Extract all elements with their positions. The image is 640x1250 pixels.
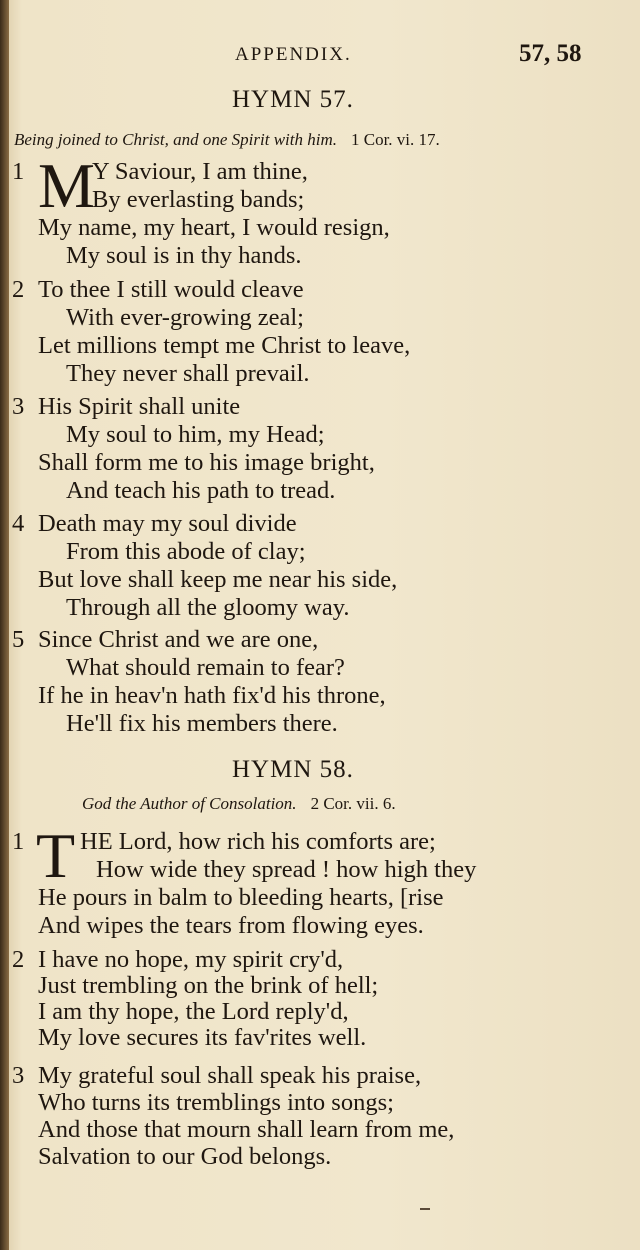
verse-line: Shall form me to his image bright,: [38, 449, 375, 476]
verse-number: 4: [12, 510, 25, 537]
drop-cap: T: [36, 820, 76, 891]
page-numbers: 57, 58: [519, 40, 582, 67]
verse-line: Death may my soul divide: [38, 510, 297, 537]
verse-line: My love secures its fav'rites well.: [38, 1024, 367, 1051]
verse-line: My soul to him, my Head;: [66, 421, 325, 448]
running-head: [0, 40, 640, 70]
verse-line: What should remain to fear?: [66, 654, 345, 681]
verse-number: 2: [12, 946, 25, 973]
verse-line: And teach his path to tread.: [66, 477, 336, 504]
printer-mark: [420, 1208, 430, 1210]
hymn-58-topic: God the Author of Consolation.: [82, 794, 297, 813]
verse-line: Through all the gloomy way.: [66, 594, 350, 621]
verse-line: Salvation to our God belongs.: [38, 1143, 332, 1170]
verse-line: From this abode of clay;: [66, 538, 306, 565]
verse-line: And wipes the tears from flowing eyes.: [38, 912, 424, 939]
verse-line: To thee I still would cleave: [38, 276, 304, 303]
verse-line: With ever-growing zeal;: [66, 304, 304, 331]
verse-line: They never shall prevail.: [66, 360, 310, 387]
drop-cap: M: [38, 150, 95, 221]
verse-line: I have no hope, my spirit cry'd,: [38, 946, 344, 973]
verse-line: My grateful soul shall speak his praise,: [38, 1062, 422, 1089]
verse-number: 3: [12, 393, 25, 420]
verse-line: Since Christ and we are one,: [38, 626, 319, 653]
hymn-57-title: HYMN 57.: [232, 86, 354, 113]
verse-line: My name, my heart, I would resign,: [38, 214, 390, 241]
hymn-58-reference: 2 Cor. vii. 6.: [310, 794, 396, 813]
hymn-57-reference: 1 Cor. vi. 17.: [351, 130, 440, 149]
verse-line: He pours in balm to bleeding hearts, [rise: [38, 884, 444, 911]
verse-number: 3: [12, 1062, 25, 1089]
verse-line: If he in heav'n hath fix'd his throne,: [38, 682, 386, 709]
verse-line: But love shall keep me near his side,: [38, 566, 398, 593]
verse-line: By everlasting bands;: [92, 186, 305, 213]
hymn-57-topic: Being joined to Christ, and one Spirit with him.: [14, 130, 337, 149]
verse-line: HE Lord, how rich his comforts are;: [80, 828, 436, 855]
hymn-58-subtitle: [82, 794, 396, 814]
verse-line: I am thy hope, the Lord reply'd,: [38, 998, 349, 1025]
verse-number: 1: [12, 828, 25, 855]
verse-number: 5: [12, 626, 25, 653]
running-title: APPENDIX.: [235, 44, 352, 65]
verse-line: And those that mourn shall learn from me,: [38, 1116, 455, 1143]
hymn-58-title: HYMN 58.: [232, 756, 354, 783]
verse-line: His Spirit shall unite: [38, 393, 241, 420]
verse-number: 1: [12, 158, 25, 185]
verse-line: Let millions tempt me Christ to leave,: [38, 332, 411, 359]
verse-number: 2: [12, 276, 25, 303]
verse-line: He'll fix his members there.: [66, 710, 338, 737]
page-binding-edge: [0, 0, 9, 1250]
verse-line: Just trembling on the brink of hell;: [38, 972, 379, 999]
verse-line: How wide they spread ! how high they: [96, 856, 477, 883]
verse-line: My soul is in thy hands.: [66, 242, 302, 269]
verse-line: Who turns its tremblings into songs;: [38, 1089, 394, 1116]
hymn-57-subtitle: [14, 130, 440, 150]
verse-line: Y Saviour, I am thine,: [92, 158, 308, 185]
